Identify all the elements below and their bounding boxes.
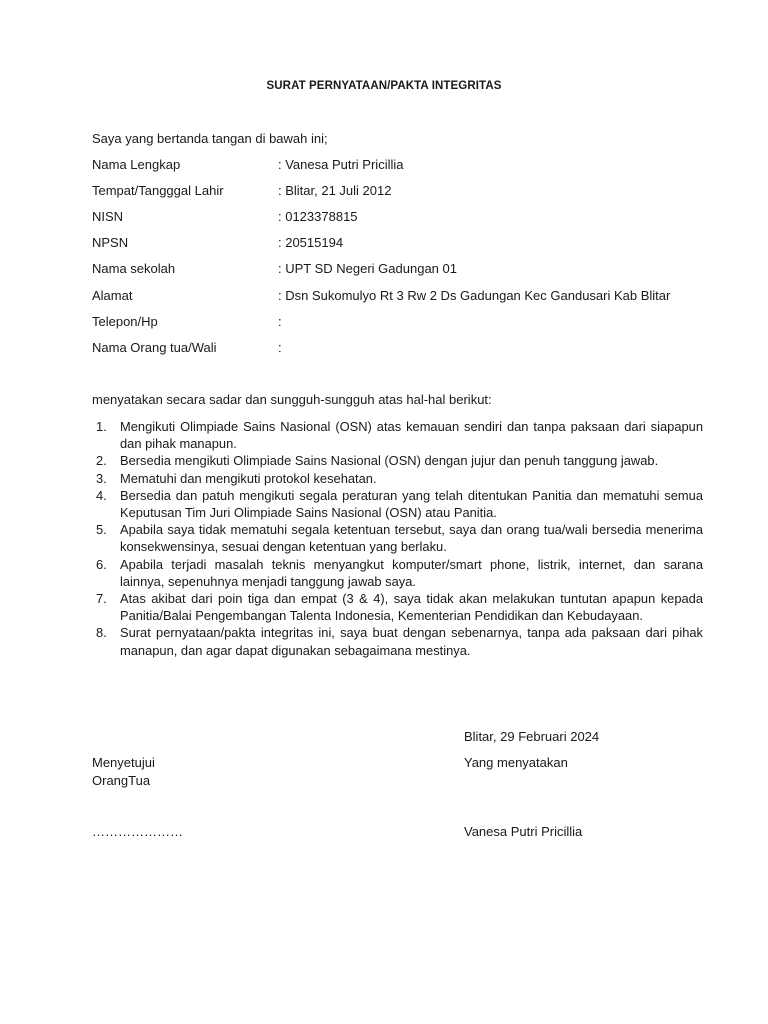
field-alamat <box>92 288 712 304</box>
field-tempat-tanggal-lahir <box>92 183 712 199</box>
field-label: NISN <box>92 209 124 224</box>
statement-list <box>92 418 703 659</box>
list-item <box>92 418 703 452</box>
list-item <box>92 470 703 487</box>
list-number: 1. <box>96 419 107 434</box>
field-value: : 20515194 <box>278 235 344 250</box>
list-text: Atas akibat dari poin tiga dan empat (3 & 4), saya tidak akan melakukan tuntutan apapun kepada Panitia/Balai Pengembangan Talenta Indonesia, Kementerian Pendidikan dan Kebudayaan. <box>120 591 703 624</box>
list-item <box>92 624 703 658</box>
signature-approve-label: Menyetujui <box>92 755 155 770</box>
field-value: : UPT SD Negeri Gadungan 01 <box>278 261 457 276</box>
field-value: : <box>278 340 282 355</box>
list-number: 5. <box>96 522 107 538</box>
list-text: Apabila terjadi masalah teknis menyangkut komputer/smart phone, listrik, internet, dan sarana lainnya, sepenuhnya menjadi tanggung jawab saya. <box>120 556 703 589</box>
list-text: Bersedia dan patuh mengikuti segala peraturan yang telah ditentukan Panitia dan mematuhi semua Keputusan Tim Juri Olimpiade Sains Nasional (OSN) atau Panitia. <box>120 487 703 521</box>
signature-parent-label: OrangTua <box>92 773 151 788</box>
field-nama-orang-tua <box>92 340 712 356</box>
list-item <box>92 556 703 590</box>
list-number: 7. <box>96 591 107 607</box>
field-value: : 0123378815 <box>278 209 358 224</box>
field-value: : Vanesa Putri Pricillia <box>278 157 404 172</box>
list-number: 3. <box>96 470 107 486</box>
list-item <box>92 521 703 555</box>
list-text: Apabila saya tidak mematuhi segala ketentuan tersebut, saya dan orang tua/wali bersedia menerima konsekwensinya, sesuai dengan ketentuan yang berlaku. <box>120 522 703 555</box>
list-text: Mematuhi dan mengikuti protokol kesehatan. <box>120 470 377 486</box>
list-number: 6. <box>96 556 107 572</box>
statement-text: menyatakan secara sadar dan sungguh-sungguh atas hal-hal berikut: <box>92 392 492 407</box>
list-item <box>92 590 703 624</box>
list-number: 2. <box>96 453 107 469</box>
field-label: NPSN <box>92 235 129 250</box>
list-text: Bersedia mengikuti Olimpiade Sains Nasional (OSN) dengan jujur dan penuh tanggung jawab. <box>120 453 659 469</box>
field-telepon <box>92 314 712 330</box>
field-nama-sekolah <box>92 261 712 277</box>
field-value: : <box>278 314 282 329</box>
signature-place-date: Blitar, 29 Februari 2024 <box>464 729 600 744</box>
field-value: : Dsn Sukomulyo Rt 3 Rw 2 Ds Gadungan Kec Gandusari Kab Blitar <box>278 288 671 303</box>
list-item <box>92 452 703 469</box>
field-nisn <box>92 209 712 225</box>
field-label: Nama sekolah <box>92 261 176 276</box>
signature-declarant-label: Yang menyatakan <box>464 755 568 770</box>
field-nama-lengkap <box>92 157 712 173</box>
field-label: Alamat <box>92 288 133 303</box>
field-npsn <box>92 235 712 251</box>
signature-declarant-name: Vanesa Putri Pricillia <box>464 824 583 839</box>
list-item <box>92 487 703 521</box>
field-label: Tempat/Tangggal Lahir <box>92 183 224 198</box>
list-number: 4. <box>96 487 107 503</box>
field-label: Nama Lengkap <box>92 157 181 172</box>
list-text: Surat pernyataan/pakta integritas ini, saya buat dengan sebenarnya, tanpa ada paksaan dari pihak manapun, dan agar dapat digunakan sebagaimana mestinya. <box>120 625 703 658</box>
field-label: Nama Orang tua/Wali <box>92 340 217 355</box>
signature-parent-blank: ………………… <box>92 824 183 839</box>
field-value: : Blitar, 21 Juli 2012 <box>278 183 392 198</box>
intro-text: Saya yang bertanda tangan di bawah ini; <box>92 131 328 146</box>
field-label: Telepon/Hp <box>92 314 158 329</box>
document-title: SURAT PERNYATAAN/PAKTA INTEGRITAS <box>266 80 502 92</box>
list-text: Mengikuti Olimpiade Sains Nasional (OSN) atas kemauan sendiri dan tanpa paksaan dari siapapun dan pihak manapun. <box>120 419 703 452</box>
list-number: 8. <box>96 625 107 641</box>
